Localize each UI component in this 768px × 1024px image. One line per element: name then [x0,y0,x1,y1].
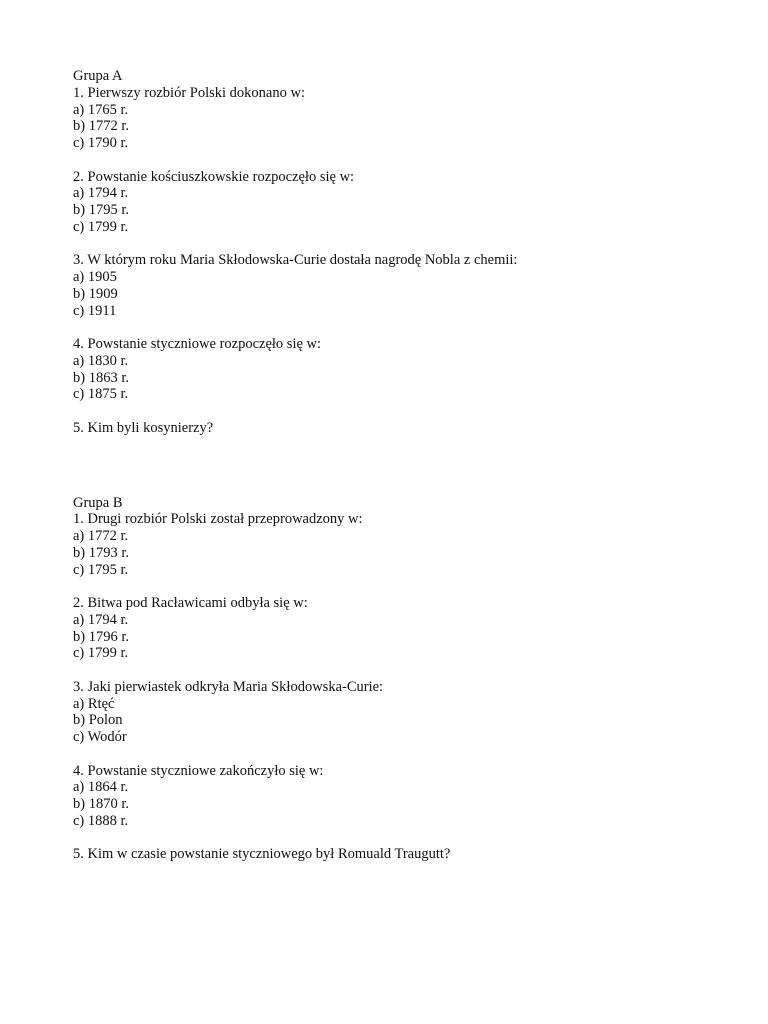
group-a-question-1 [73,85,713,152]
question-text: 2. Powstanie kościuszkowskie rozpoczęło się w: [73,168,355,185]
answer-option-a: a) 1794 r. [73,611,129,628]
answer-option-b: b) 1795 r. [73,202,129,218]
answer-option-c: c) 1795 r. [73,561,129,578]
group-b-question-5 [73,846,713,863]
question-text: 4. Powstanie styczniowe zakończyło się w: [73,762,324,779]
answer-option-b: b) Polon [73,712,123,729]
answer-option-c: c) 1799 r. [73,218,129,235]
question-text: 3. Jaki pierwiastek odkryła Maria Skłodowska-Curie: [73,678,384,695]
question-text: 1. Pierwszy rozbiór Polski dokonano w: [73,84,305,101]
document-page [73,68,713,863]
group-b-question-1 [73,511,713,578]
answer-option-b: b) 1772 r. [73,118,129,135]
answer-option-c: c) Wodór [73,729,127,745]
answer-option-a: a) 1905 [73,269,117,285]
group-a-question-5 [73,420,713,437]
answer-option-a: a) 1830 r. [73,352,129,369]
answer-option-a: a) 1772 r. [73,528,129,544]
answer-option-b: b) 1909 [73,285,118,302]
question-text: 1. Drugi rozbiór Polski został przeprowadzony w: [73,511,363,528]
group-b [73,495,713,864]
answer-option-a: a) 1794 r. [73,185,129,202]
answer-option-a: a) 1765 r. [73,101,129,118]
group-a-question-3 [73,252,713,319]
group-a-question-4 [73,336,713,403]
group-a-question-2 [73,169,713,236]
answer-option-c: c) 1799 r. [73,645,129,662]
group-b-title: Grupa B [73,494,123,511]
answer-option-b: b) 1863 r. [73,369,129,386]
answer-option-b: b) 1796 r. [73,628,129,645]
group-b-question-4 [73,763,713,830]
answer-option-b: b) 1793 r. [73,544,129,561]
answer-option-a: a) 1864 r. [73,779,129,796]
question-text: 3. W którym roku Maria Skłodowska-Curie dostała nagrodę Nobla z chemii: [73,252,518,269]
group-a [73,68,713,437]
question-text: 4. Powstanie styczniowe rozpoczęło się w: [73,336,322,352]
answer-option-c: c) 1888 r. [73,812,129,829]
answer-option-c: c) 1911 [73,302,117,319]
question-text: 2. Bitwa pod Racławicami odbyła się w: [73,595,308,611]
group-a-title: Grupa A [73,68,123,84]
answer-option-c: c) 1790 r. [73,135,129,151]
answer-option-c: c) 1875 r. [73,386,129,403]
group-b-question-3 [73,679,713,746]
answer-option-b: b) 1870 r. [73,796,129,812]
answer-option-a: a) Rtęć [73,695,115,712]
group-b-question-2 [73,595,713,662]
question-text: 5. Kim w czasie powstanie styczniowego był Romuald Traugutt? [73,846,451,863]
question-text: 5. Kim byli kosynierzy? [73,419,214,436]
